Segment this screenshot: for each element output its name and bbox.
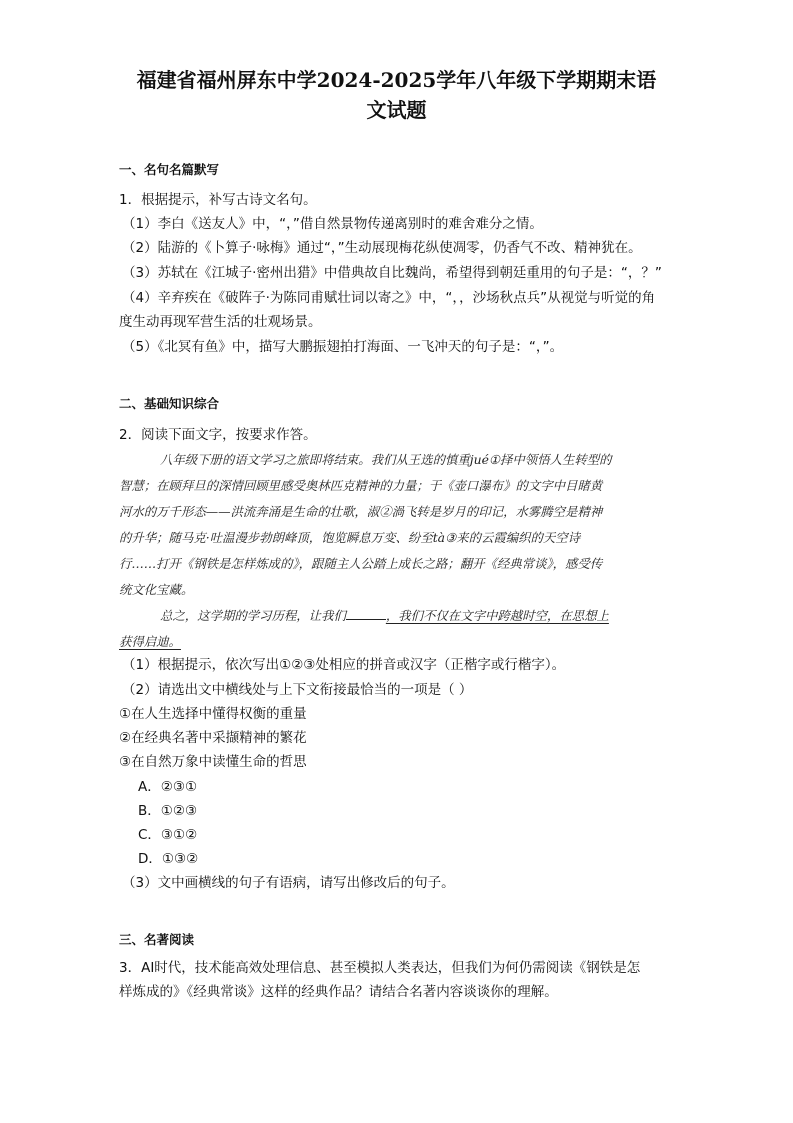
passage-line-5: 行……打开《钢铁是怎样炼成的》，跟随主人公踏上成长之路；翻开《经典常谈》，感受传 [119,556,603,571]
question-1-item-4-cont: 度生动再现军营生活的壮观场景。 [119,314,322,330]
section-heading-2: 二、基础知识综合 [119,396,220,411]
question-1-stem: 1．根据提示，补写古诗文名句。 [119,192,317,208]
section-heading-1: 一、名句名篇默写 [119,162,220,177]
passage-conclusion [160,606,720,626]
question-1-item-5: （5）《北冥有鱼》中，描写大鹏振翅拍打海面、一飞冲天的句子是：“，”。 [122,339,564,355]
section-heading-3: 三、名著阅读 [119,932,195,947]
passage-line-2: 智慧；在顾拜旦的深情回顾里感受奥林匹克精神的力量；于《壶口瀑布》的文字中目睹黄 [119,478,603,493]
answer-blank[interactable] [346,607,386,620]
question-2-sub-2: （2）请选出文中横线处与上下文衔接最恰当的一项是（ ） [122,682,473,698]
exam-title-line2: 文试题 [366,98,427,122]
passage-line-6: 统文化宝藏。 [119,582,194,597]
passage-line-4: 的升华；随马克·吐温漫步勃朗峰顶，饱览瞬息万变、纷至tà③来的云霞编织的天空诗 [119,530,581,545]
passage-conclusion-cont [119,632,679,652]
passage-conclusion-lead: 总之，这学期的学习历程，让我们 [160,608,346,623]
question-2-stem: 2．阅读下面文字，按要求作答。 [119,427,317,443]
question-1-item-1: （1）李白《送友人》中，“，”借自然景物传递离别时的难舍难分之情。 [122,216,543,232]
question-1-item-2: （2）陆游的《卜算子·咏梅》通过“，”生动展现梅花纵使凋零，仍香气不改、精神犹在。 [122,240,642,256]
question-3-line-2: 样炼成的》《经典常谈》这样的经典作品？请结合名著内容谈谈你的理解。 [119,984,558,1000]
underlined-sentence-cont: 获得启迪。 [119,634,181,649]
question-2-sub-1: （1）根据提示，依次写出①②③处相应的拼音或汉字（正楷字或行楷字）。 [122,657,566,673]
question-3-line-1: 3．AI时代，技术能高效处理信息、甚至模拟人类表达，但我们为何仍需阅读《钢铁是怎 [119,960,641,976]
passage-line-3: 河水的万千形态——洪流奔涌是生命的壮歌，淑②渦飞转是岁月的印记，水雾腾空是精神 [119,504,603,519]
option-a[interactable]: A．②③① [138,779,198,795]
question-1-item-4: （4）辛弃疾在《破阵子·为陈同甫赋壮词以寄之》中，“，，沙场秋点兵”从视觉与听觉的角 [122,290,656,306]
question-2-sub-3: （3）文中画横线的句子有语病，请写出修改后的句子。 [122,875,455,891]
exam-title-line1: 福建省福州屏东中学2024-2025学年八年级下学期期末语 [136,68,657,92]
option-c[interactable]: C．③①② [138,827,198,843]
underlined-sentence: ，我们不仅在文字中跨越时空，在思想上 [385,608,609,623]
option-d[interactable]: D．①③② [138,851,199,867]
passage-line-1: 八年级下册的语文学习之旅即将结束。我们从王选的慎重jué①择中领悟人生转型的 [160,452,612,467]
choice-2: ②在经典名著中采撷精神的繁花 [119,730,307,746]
question-1-item-3: （3）苏轼在《江城子·密州出猎》中借典故自比魏尚，希望得到朝廷重用的句子是：“，？” [122,265,662,281]
choice-3: ③在自然万象中读懂生命的哲思 [119,754,307,770]
option-b[interactable]: B．①②③ [138,803,198,819]
choice-1: ①在人生选择中懂得权衡的重量 [119,706,307,722]
